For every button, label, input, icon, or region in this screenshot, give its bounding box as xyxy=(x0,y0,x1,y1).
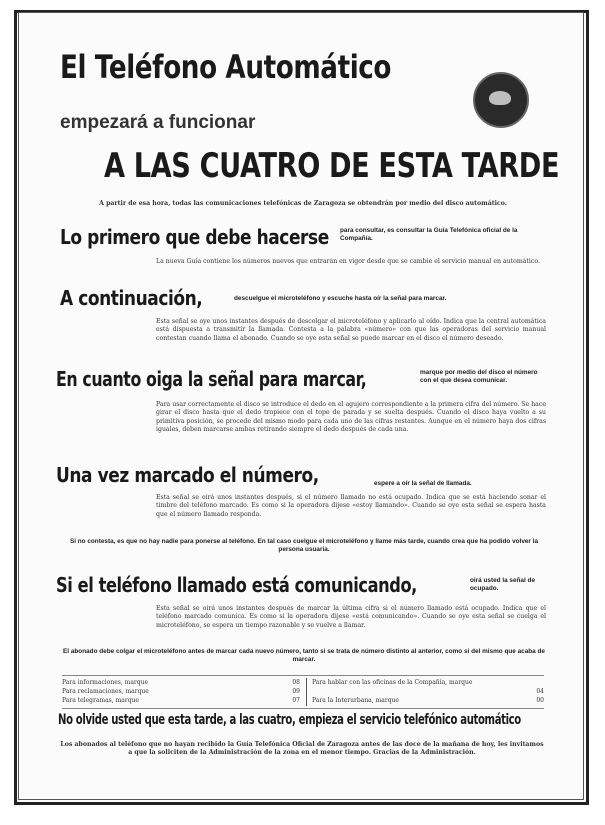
section-5-side: oirá usted la señal de ocupado. xyxy=(470,577,535,593)
table-label: Para la Interurbana, marque xyxy=(312,697,399,704)
section-5-note: El abonado debe colgar el microteléfono antes de marcar cada nuevo número, tanto si se trata de número distinto al anterior, como si del mismo que acaba de marcar. xyxy=(63,648,545,664)
section-4-side: espere a oír la señal de llamada. xyxy=(374,480,472,487)
section-3-heading: En cuanto oiga la señal para marcar, xyxy=(56,367,367,391)
section-3-body: Para usar correctamente el disco se introduce el dedo en el agujero correspondiente a la primera cifra del número. Se hace girar el disco hasta que el dedo tropiece con el tope de parada y se suelta después. Cuando el disco haya vuelto a su primitiva posición, se procede del mismo modo para cada uno de las cifras restantes. Aunque en el número haya dos cifras iguales, deben marcarse ambas retirando siempre el dedo después de cada una. xyxy=(156,401,546,434)
intro-text: A partir de esa hora, todas las comunicaciones telefónicas de Zaragoza se obtendrán por medio del disco automático. xyxy=(99,200,507,207)
closing-statement: No olvide usted que esta tarde, a las cuatro, empieza el servicio telefónico automático xyxy=(58,712,521,728)
section-1-side: para consultar, es consultar la Guía Telefónica oficial de la Compañía. xyxy=(340,227,518,243)
table-value: 09 xyxy=(292,688,300,695)
company-logo-icon xyxy=(473,72,529,128)
section-2-side: descuelgue el microteléfono y escuche hasta oír la señal para marcar. xyxy=(234,295,447,302)
section-1-heading: Lo primero que debe hacerse xyxy=(60,225,329,249)
section-2-body: Esta señal se oye unos instantes después de descolgar el microteléfono y aplicarlo al oído. Indica que la central automática está dispuesta a transmitir la llamada. Contesta a la palabra «número» con que las operadoras del servicio manual contestan cuando llama el abonado. Cuando se oye esta señal se puede marcar en el disco el número deseado. xyxy=(156,318,546,342)
section-5-heading: Si el teléfono llamado está comunicando, xyxy=(56,573,417,597)
table-row xyxy=(312,696,544,705)
section-2-heading: A continuación, xyxy=(60,286,203,310)
table-row xyxy=(62,678,300,687)
table-label: Para hablar con las oficinas de la Compañía, marque xyxy=(312,679,473,686)
phone-codes-left-column xyxy=(62,678,300,705)
table-value: 07 xyxy=(292,697,300,704)
footer-text: Los abonados al teléfono que no hayan recibido la Guía Telefónica Oficial de Zaragoza antes de las doce de la mañana de hoy, les invitamos a que la soliciten de la Administración de la zona en el menor tiempo. Gracias de la Administración. xyxy=(60,741,544,757)
table-value: 04 xyxy=(536,688,544,695)
table-top-rule xyxy=(62,675,544,676)
section-4-note: Si no contesta, es que no hay nadie para ponerse al teléfono. En tal caso cuelgue el microteléfono y llame más tarde, cuando crea que ha podido volver la persona usuaria. xyxy=(69,538,539,554)
phone-codes-right-column xyxy=(312,678,544,705)
table-label: Para reclamaciones, marque xyxy=(62,688,149,695)
table-value: 00 xyxy=(536,697,544,704)
section-5-body: Esta señal se oirá unos instantes después de marcar la última cifra si el número llamado está ocupado. Indica que el teléfono marcado comunica. Es como si la operadora dijese «está comunicando». Cuando se oye esta señal se cuelga el microteléfono, se espera un tiempo razonable y se vuelve a llamar. xyxy=(156,605,546,629)
phone-codes-table xyxy=(62,678,544,708)
table-value: 08 xyxy=(292,679,300,686)
section-4-heading: Una vez marcado el número, xyxy=(56,463,319,487)
table-bottom-rule xyxy=(62,708,544,709)
table-label: Para telegramas, marque xyxy=(62,697,139,704)
section-1-body: La nueva Guía contiene los números nuevos que entrarán en vigor desde que se cambie el servicio manual en automático. xyxy=(156,258,540,265)
headline-main: A LAS CUATRO DE ESTA TARDE xyxy=(104,146,560,186)
table-row xyxy=(312,678,544,696)
headline-title: El Teléfono Automático xyxy=(60,48,392,86)
section-3-side: marque por medio del disco el número con el que desea comunicar. xyxy=(420,369,538,385)
table-row xyxy=(62,696,300,705)
table-row xyxy=(62,687,300,696)
headline-subtitle: empezará a funcionar xyxy=(60,112,256,133)
table-label: Para informaciones, marque xyxy=(62,679,149,686)
table-divider xyxy=(306,678,307,706)
section-4-body: Esta señal se oirá unos instantes después, si el número llamado no está ocupado. Indica que se está haciendo sonar el timbre del teléfono marcado. Es como si la operadora dijese «estoy llamando». Cuando se oye esta señal se espera hasta que el número llamado responda. xyxy=(156,494,546,518)
